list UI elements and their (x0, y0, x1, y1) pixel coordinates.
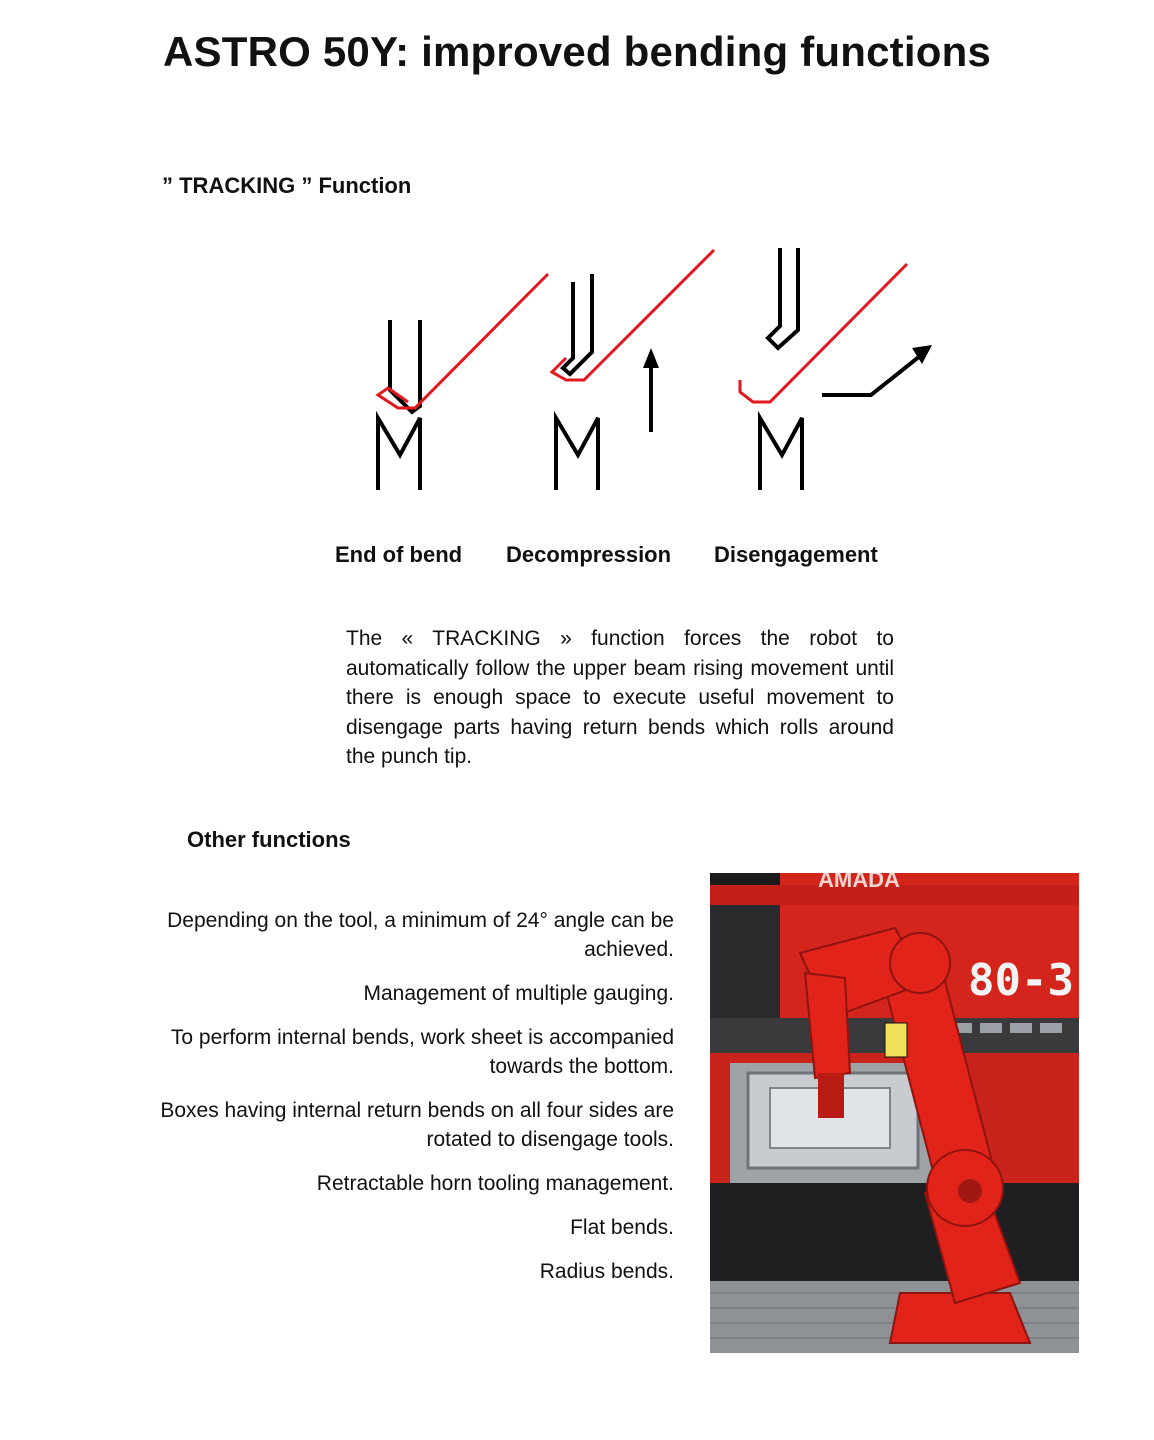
tracking-heading: ” TRACKING ” Function (162, 173, 412, 198)
function-item-internal-bends: To perform internal bends, work sheet is accompanied towards the bottom. (170, 1026, 674, 1078)
punch-tool (768, 248, 798, 348)
stage-disengagement-drawing (740, 248, 932, 490)
tracking-diagram (330, 230, 950, 510)
diagonal-arrow (822, 356, 920, 395)
other-functions-list (150, 906, 674, 1301)
page-title: ASTRO 50Y: improved bending functions (163, 28, 991, 75)
stage-end-of-bend-drawing (378, 274, 548, 490)
function-item-boxes-rotated: Boxes having internal return bends on all four sides are rotated to disengage tools. (160, 1099, 674, 1151)
sheet (378, 274, 548, 408)
stage-decompression-drawing (552, 250, 714, 490)
stage-label-decompression: Decompression (506, 542, 672, 567)
other-functions-heading: Other functions (187, 827, 351, 852)
die-tool (760, 418, 802, 490)
photo-brand-text: AMADA (818, 873, 900, 892)
function-item-multiple-gauging: Management of multiple gauging. (363, 982, 674, 1005)
function-item-min-angle: Depending on the tool, a minimum of 24° angle can be achieved. (167, 909, 674, 961)
robot-photo (710, 873, 1079, 1353)
sheet (740, 264, 907, 402)
function-item-retractable-horn: Retractable horn tooling management. (316, 1172, 674, 1195)
die-tool (556, 418, 598, 490)
sheet (552, 250, 714, 380)
punch-tool (563, 274, 592, 374)
die-tool (378, 418, 420, 490)
up-arrow-head (643, 348, 659, 368)
stage-label-disengagement: Disengagement (714, 542, 878, 567)
stage-label-end-of-bend: End of bend (335, 542, 463, 567)
function-item-radius-bends: Radius bends. (539, 1260, 674, 1283)
function-item-flat-bends: Flat bends. (570, 1216, 674, 1239)
tracking-description: The « TRACKING » function forces the robot to automatically follow the upper beam rising movement until there is enough space to execute useful movement to disengage parts having return bends which rolls around the punch tip. (346, 627, 894, 768)
photo-machine-text: 80-3 (968, 955, 1074, 1006)
